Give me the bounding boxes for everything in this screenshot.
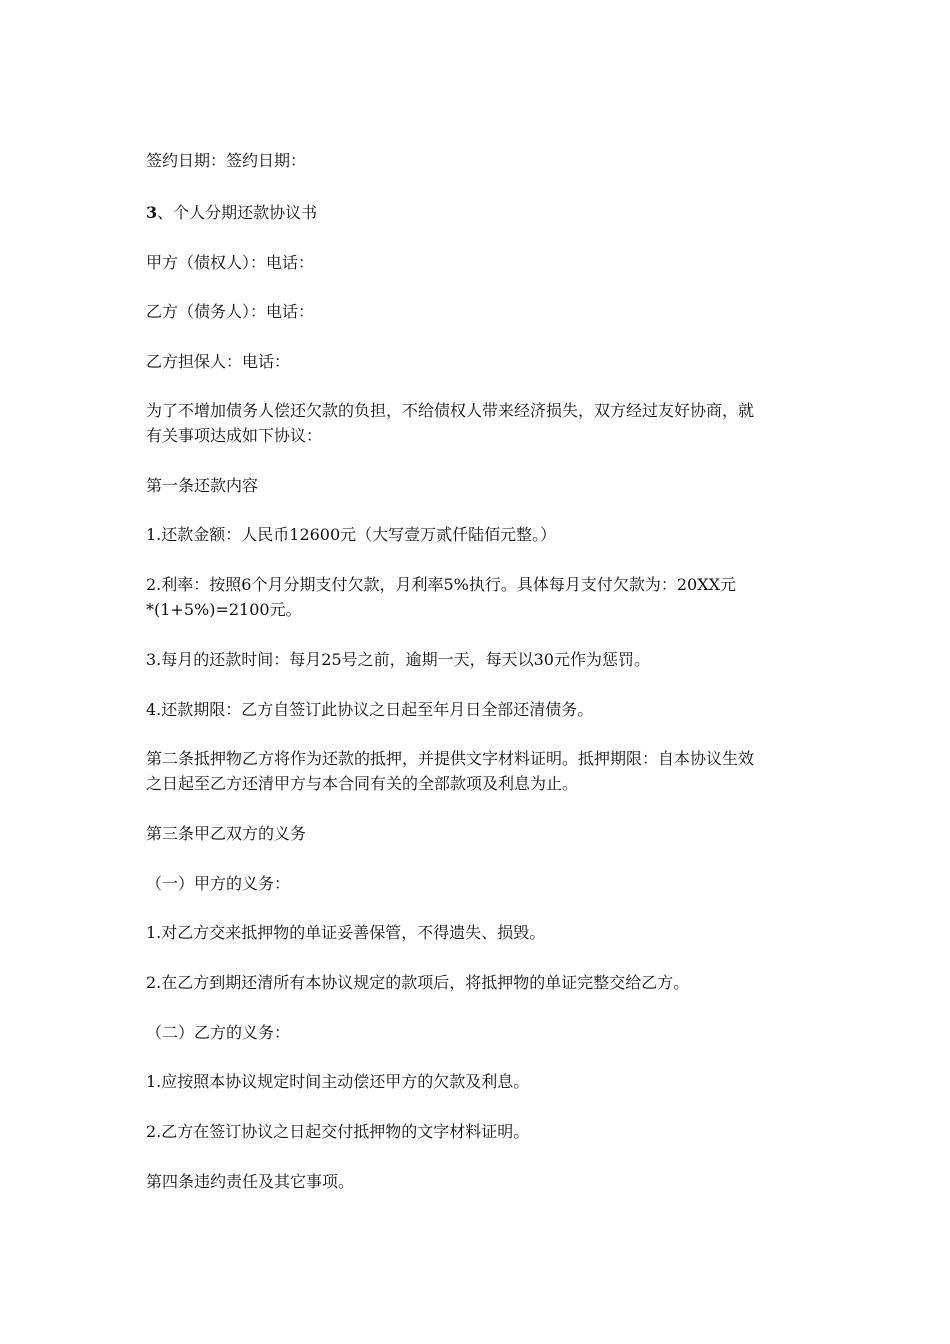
party-a-duty-1: 1.对乙方交来抵押物的单证妥善保管，不得遗失、损毁。 xyxy=(146,923,546,942)
section-title-text: 、个人分期还款协议书 xyxy=(157,203,318,222)
item-1-amount: 1.还款金额：人民币12600元（大写壹万贰仟陆佰元整。） xyxy=(146,525,557,544)
section-title-number: 3 xyxy=(146,203,158,222)
party-b-duty-1: 1.应按照本协议规定时间主动偿还甲方的欠款及利息。 xyxy=(146,1072,530,1091)
article-2-line-1: 第二条抵押物乙方将作为还款的抵押，并提供文字材料证明。抵押期限：自本协议生效 xyxy=(146,749,755,768)
signing-date-line: 签约日期：签约日期： xyxy=(146,151,307,170)
party-b-line: 乙方（债务人）：电话： xyxy=(146,302,315,321)
item-2-rate-line-1: 2.利率：按照6个月分期支付欠款，月利率5%执行。具体每月支付欠款为：20XX元 xyxy=(146,575,736,594)
party-a-duties-title: （一）甲方的义务： xyxy=(146,874,291,893)
item-3-due-date: 3.每月的还款时间：每月25号之前，逾期一天，每天以30元作为惩罚。 xyxy=(146,650,650,669)
article-2-line-2: 之日起至乙方还清甲方与本合同有关的全部款项及利息为止。 xyxy=(146,774,579,793)
article-1-title: 第一条还款内容 xyxy=(146,476,259,495)
party-a-line: 甲方（债权人）：电话： xyxy=(146,253,315,272)
item-2-rate-line-2: *(1+5%)=2100元。 xyxy=(146,600,302,619)
article-4-title: 第四条违约责任及其它事项。 xyxy=(146,1172,355,1191)
guarantor-line: 乙方担保人：电话： xyxy=(146,352,291,371)
party-b-duties-title: （二）乙方的义务： xyxy=(146,1023,291,1042)
party-b-duty-2: 2.乙方在签订协议之日起交付抵押物的文字材料证明。 xyxy=(146,1122,530,1141)
intro-paragraph-line-1: 为了不增加债务人偿还欠款的负担，不给债权人带来经济损失，双方经过友好协商，就 xyxy=(146,401,755,420)
article-3-title: 第三条甲乙双方的义务 xyxy=(146,824,307,843)
party-a-duty-2: 2.在乙方到期还清所有本协议规定的款项后，将抵押物的单证完整交给乙方。 xyxy=(146,973,690,992)
section-title xyxy=(146,200,816,225)
intro-paragraph-line-2: 有关事项达成如下协议： xyxy=(146,426,323,445)
item-4-term: 4.还款期限：乙方自签订此协议之日起至年月日全部还清债务。 xyxy=(146,700,594,719)
